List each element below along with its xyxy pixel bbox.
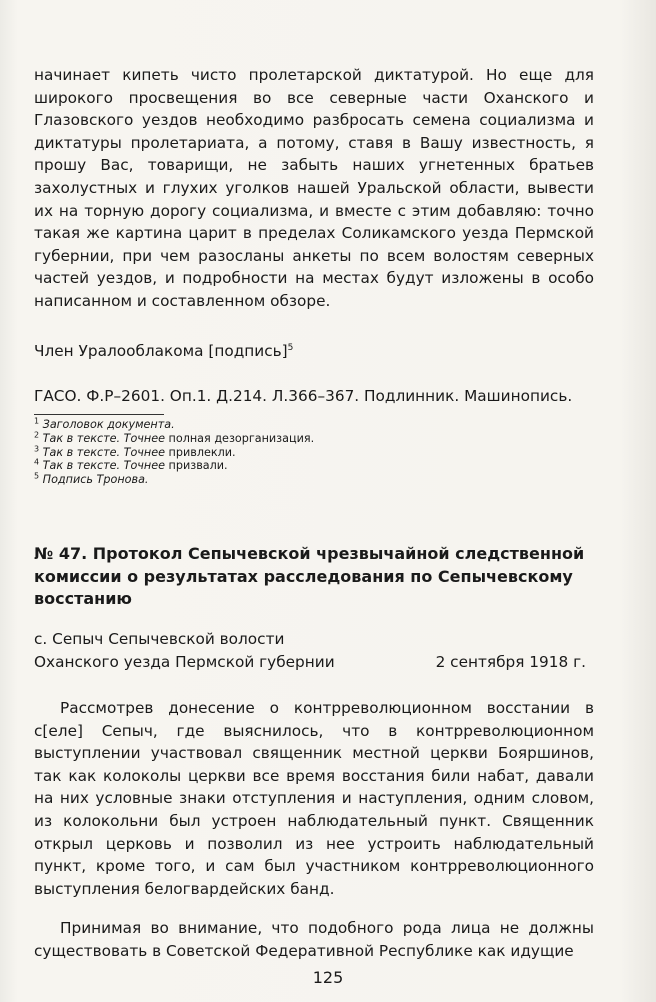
document-date: 2 сентября 1918 г. [435, 652, 586, 671]
signature-line [34, 340, 594, 363]
top-paragraph: начинает кипеть чисто пролетарской диктатурой. Но еще для широкого просвещения во все северные части Оханского и Глазовского уездов необходимо разбросать семена социализма и диктатуры пролетариата, а потому, ставя в Вашу известность, я прошу Вас, товарищи, не забыть наших угнетенных братьев захолустных и глухих уголков нашей Уральской области, вывести их на торную дорогу социализма, и вместе с этим добавляю: точно такая же картина царит в пределах Соликамского уезда Пермской губернии, при чем разосланы анкеты по всем волостям северных частей уездов, и подробности на местах будут изложены в особо написанном и составленном обзоре. [34, 66, 594, 310]
footnote-italic: Так в тексте. Точнее [42, 459, 165, 473]
body-paragraph-1: Рассмотрев донесение о контрреволюционном восстании в с[еле] Сепыч, где выяснилось, что в контрреволюционном выступлении участвовал священник местной церкви Бояршинов, так как колоколы церкви все время восстания били набат, давали на них условные знаки отступления и наступления, одним словом, из колокольни был устроен наблюдательный пункт. Священник открыл церковь и позволил из нее устроить наблюдательный пункт, кроме того, и сам был участником контрреволюционного выступления белогвардейских банд. [34, 699, 594, 898]
footnote-1 [34, 418, 594, 432]
footnote-italic: Заголовок документа. [42, 418, 175, 431]
place-line-2: Оханского уезда Пермской губернии [34, 652, 335, 671]
footnote-number: 5 [34, 471, 40, 481]
footnote-text: призвали. [165, 459, 228, 473]
footnote-italic: Так в тексте. Точнее [42, 431, 165, 445]
place-line-1: с. Сепыч Сепычевской волости [34, 630, 285, 648]
footnote-2 [34, 432, 594, 446]
footnote-text: полная дезорганизация. [165, 431, 315, 445]
footnotes [34, 418, 594, 487]
place-and-date [34, 628, 594, 673]
footnote-italic: Так в тексте. Точнее [42, 445, 165, 459]
footnote-number: 4 [34, 457, 40, 467]
page-number: 125 [312, 968, 344, 987]
place-row [34, 651, 594, 674]
footnote-text: привлекли. [165, 445, 236, 459]
archive-reference: ГАСО. Ф.Р–2601. Оп.1. Д.214. Л.366–367. Подлинник. Машинопись. [34, 387, 573, 405]
footnote-italic: Подпись Тронова. [42, 473, 149, 487]
footnote-4 [34, 459, 594, 473]
footnote-3 [34, 443, 594, 460]
body-paragraph-2: Принимая во внимание, что подобного рода лица не должны существовать в Советской Федеративной Республике как идущие [34, 919, 594, 960]
footnote-number: 2 [34, 430, 40, 440]
signature-footnote-ref: 5 [287, 342, 294, 353]
footnote-5 [34, 473, 594, 487]
footnote-number: 1 [34, 416, 40, 426]
footnote-divider [34, 414, 164, 415]
document-heading: № 47. Протокол Сепычевской чрезвычайной следственной комиссии о результатах расследования по Сепычевскому восстанию [34, 544, 585, 608]
signature-text: Член Уралооблакома [подпись] [34, 342, 288, 360]
footnote-number: 3 [34, 443, 40, 453]
